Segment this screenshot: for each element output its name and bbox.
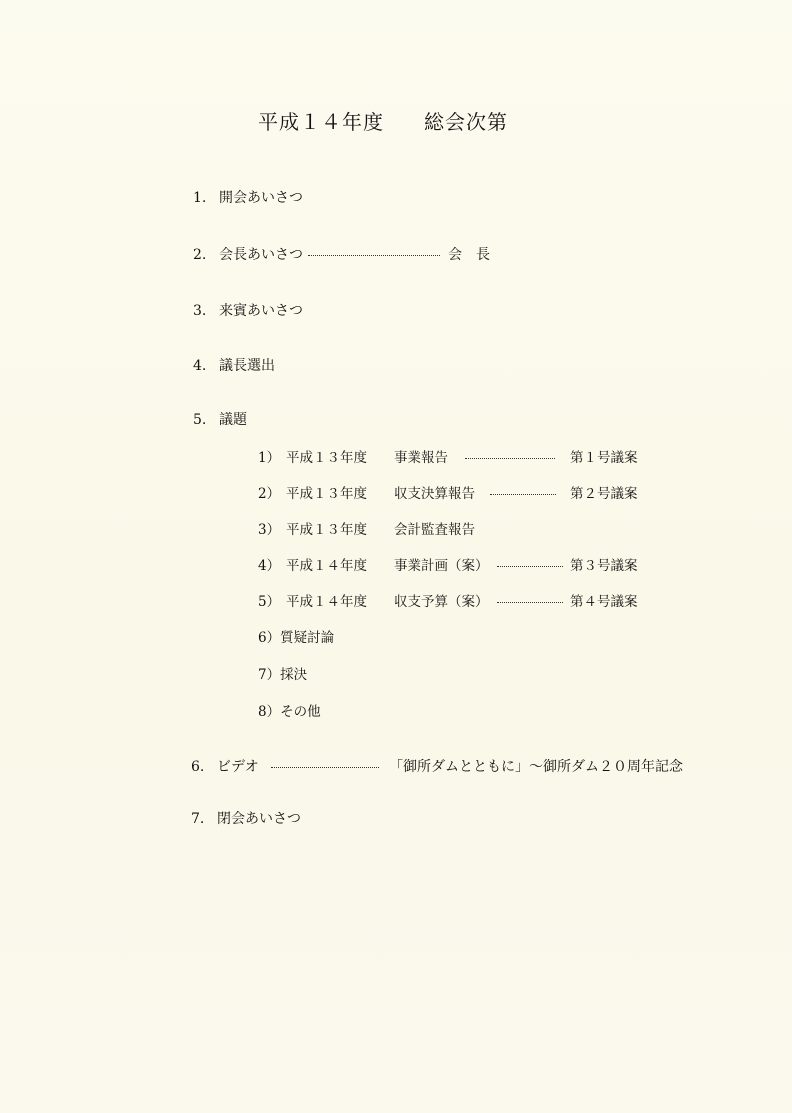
item-number: 5. [193, 412, 207, 428]
title-year: 平成１４年度 [258, 110, 384, 134]
item-label: 議題 [219, 412, 247, 428]
list-item-6 [191, 758, 681, 776]
item-label: ビデオ [217, 759, 259, 775]
agenda-item-2 [258, 485, 678, 503]
agenda-topic: 会計監査報告 [394, 522, 475, 538]
agenda-bill: 第２号議案 [570, 486, 638, 502]
dotted-leader [490, 494, 556, 495]
agenda-bill: 第１号議案 [570, 450, 638, 466]
agenda-number: 7） [258, 667, 281, 683]
agenda-number: 4） [258, 558, 281, 574]
item-number: 2. [193, 247, 207, 263]
agenda-number: 8） [258, 704, 281, 720]
agenda-number: 5） [258, 594, 281, 610]
agenda-year: 平成１３年度 [286, 486, 367, 502]
agenda-item-8 [258, 703, 321, 721]
dotted-leader [271, 767, 379, 768]
list-item-4 [193, 357, 275, 375]
agenda-topic: 質疑討論 [280, 630, 335, 646]
agenda-topic: その他 [280, 704, 321, 720]
agenda-item-3 [258, 521, 678, 539]
agenda-item-1 [258, 449, 678, 467]
agenda-bill: 第４号議案 [570, 594, 638, 610]
item-number: 1. [193, 190, 207, 206]
agenda-topic: 収支決算報告 [394, 486, 475, 502]
agenda-topic: 事業報告 [394, 450, 448, 466]
dotted-leader [497, 602, 563, 603]
agenda-number: 2） [258, 486, 281, 502]
agenda-year: 平成１３年度 [286, 450, 367, 466]
item-number: 6. [191, 759, 205, 775]
item-number: 4. [193, 358, 207, 374]
item-label: 開会あいさつ [219, 190, 303, 206]
agenda-year: 平成１４年度 [286, 594, 367, 610]
title-main: 総会次第 [424, 110, 508, 134]
list-item-1 [193, 189, 303, 207]
agenda-item-4 [258, 557, 678, 575]
page-title [258, 106, 508, 135]
dotted-leader [308, 255, 440, 256]
agenda-topic: 事業計画（案） [394, 558, 489, 574]
item-label: 議長選出 [219, 358, 275, 374]
agenda-topic: 採決 [280, 667, 308, 683]
item-assignee: 会 長 [448, 247, 490, 263]
list-item-3 [193, 302, 303, 320]
agenda-bill: 第３号議案 [570, 558, 638, 574]
agenda-item-6 [258, 629, 334, 647]
item-number: 7. [191, 811, 205, 827]
agenda-year: 平成１４年度 [286, 558, 367, 574]
item-description: 「御所ダムとともに」～御所ダム２０周年記念 [389, 759, 683, 775]
agenda-item-5 [258, 593, 678, 611]
item-label: 閉会あいさつ [217, 811, 301, 827]
list-item-5 [193, 411, 247, 429]
agenda-number: 3） [258, 522, 281, 538]
agenda-number: 1） [258, 450, 281, 466]
agenda-item-7 [258, 666, 307, 684]
dotted-leader [465, 458, 555, 459]
item-number: 3. [193, 303, 207, 319]
item-label: 会長あいさつ [219, 247, 303, 263]
agenda-number: 6） [258, 630, 281, 646]
item-label: 来賓あいさつ [219, 303, 303, 319]
list-item-7 [191, 810, 301, 828]
agenda-topic: 収支予算（案） [394, 594, 489, 610]
dotted-leader [497, 566, 563, 567]
list-item-2 [193, 246, 513, 264]
agenda-year: 平成１３年度 [286, 522, 367, 538]
